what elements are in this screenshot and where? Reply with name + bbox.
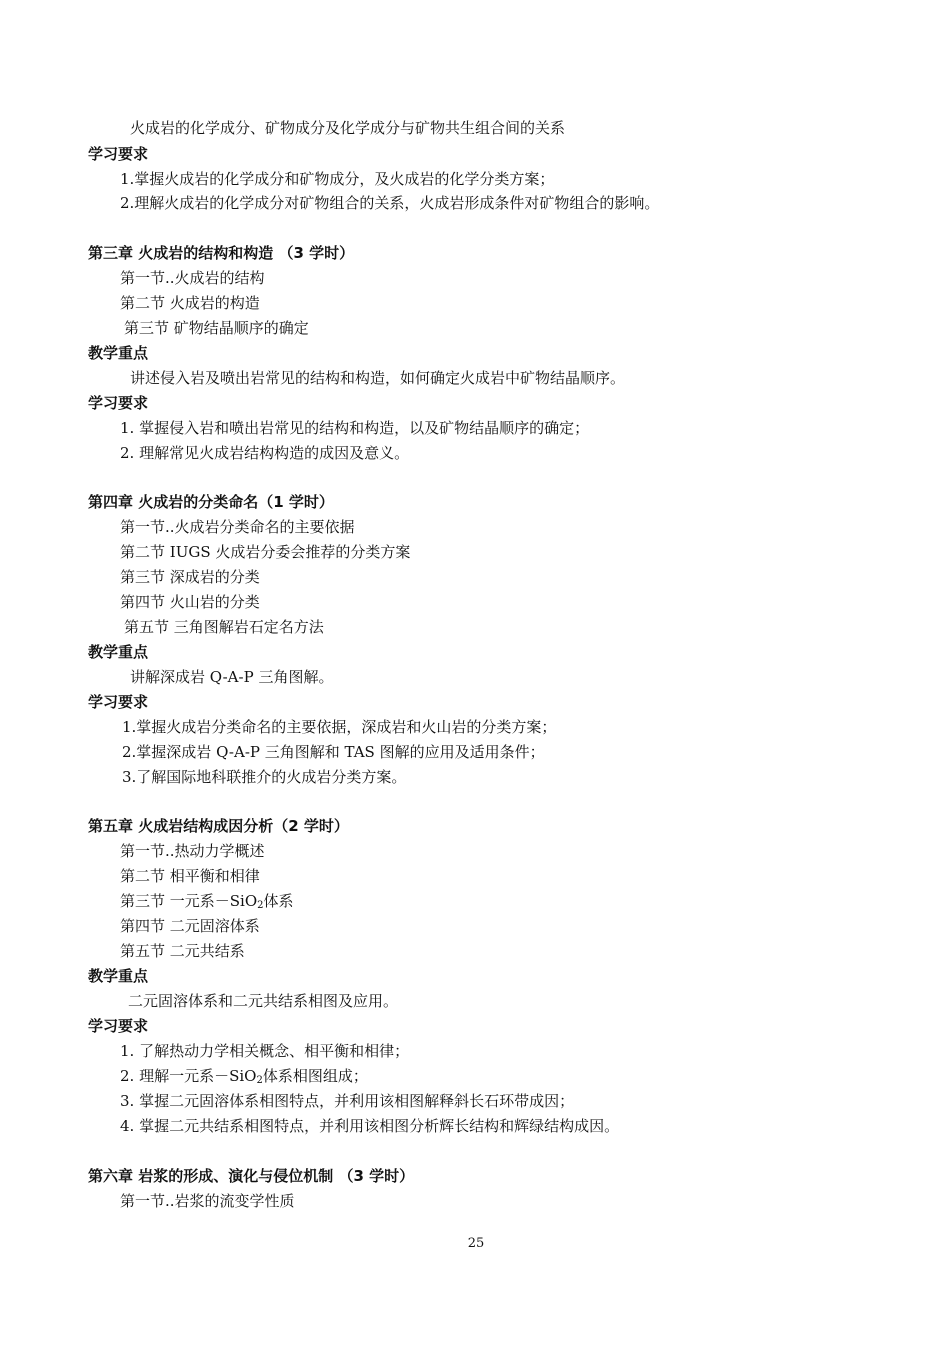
ch5-req-item-4: 4. 掌握二元共结系相图特点，并利用该相图分析辉长结构和辉绿结构成因。 [120,1117,620,1135]
ch4-focus-heading: 教学重点 [88,643,149,661]
intro-text: 火成岩的化学成分、矿物成分及化学成分与矿物共生组合间的关系 [130,119,566,137]
ch4-section-4: 第四节 火山岩的分类 [120,593,260,611]
ch5-section-3-prefix: 第三节 一元系－SiO [120,892,258,910]
ch4-section-5: 第五节 三角图解岩石定名方法 [124,618,324,636]
ch5-req-item-2-suffix: 体系相图组成； [262,1067,368,1085]
ch2-req-item-2: 2.理解火成岩的化学成分对矿物组合的关系，火成岩形成条件对矿物组合的影响。 [120,194,660,212]
ch3-req-item-1: 1. 掌握侵入岩和喷出岩常见的结构和构造，以及矿物结晶顺序的确定； [120,419,590,437]
ch3-req-heading: 学习要求 [88,394,149,412]
ch6-section-1: 第一节..岩浆的流变学性质 [120,1192,295,1210]
ch5-section-1: 第一节..热动力学概述 [120,842,265,860]
ch5-section-3-suffix: 体系 [263,892,294,910]
ch5-section-4: 第四节 二元固溶体系 [120,917,260,935]
ch3-focus-heading: 教学重点 [88,344,149,362]
ch5-title: 第五章 火成岩结构成因分析（2 学时） [88,817,349,835]
ch5-req-item-3: 3. 掌握二元固溶体系相图特点，并利用该相图解释斜长石环带成因； [120,1092,575,1110]
ch3-section-2: 第二节 火成岩的构造 [120,294,260,312]
page-number: 25 [467,1236,485,1251]
ch4-req-item-3: 3.了解国际地科联推介的火成岩分类方案。 [122,768,407,786]
ch5-req-item-2-prefix: 2. 理解一元系－SiO [120,1067,257,1085]
ch4-section-3: 第三节 深成岩的分类 [120,568,260,586]
ch3-title: 第三章 火成岩的结构和构造 （3 学时） [88,244,355,262]
ch4-req-heading: 学习要求 [88,693,149,711]
ch2-req-heading: 学习要求 [88,145,149,163]
ch3-req-item-2: 2. 理解常见火成岩结构构造的成因及意义。 [120,444,410,462]
ch6-title: 第六章 岩浆的形成、演化与侵位机制 （3 学时） [88,1167,415,1185]
ch5-focus-text: 二元固溶体系和二元共结系相图及应用。 [128,992,399,1010]
ch4-req-item-2: 2.掌握深成岩 Q-A-P 三角图解和 TAS 图解的应用及适用条件； [122,743,545,761]
ch5-req-item-2-subscript: 2 [256,1075,263,1086]
ch3-focus-text: 讲述侵入岩及喷出岩常见的结构和构造，如何确定火成岩中矿物结晶顺序。 [130,369,626,387]
ch3-section-3: 第三节 矿物结晶顺序的确定 [124,319,309,337]
ch5-focus-heading: 教学重点 [88,967,149,985]
ch5-section-3-subscript: 2 [257,900,264,911]
ch5-req-item-2 [120,1066,368,1086]
ch5-section-5: 第五节 二元共结系 [120,942,245,960]
ch4-title: 第四章 火成岩的分类命名（1 学时） [88,493,334,511]
ch5-section-3 [120,891,294,911]
ch4-req-item-1: 1.掌握火成岩分类命名的主要依据，深成岩和火山岩的分类方案； [122,718,557,736]
ch3-section-1: 第一节..火成岩的结构 [120,269,265,287]
ch5-section-2: 第二节 相平衡和相律 [120,867,260,885]
ch5-req-item-1: 1. 了解热动力学相关概念、相平衡和相律； [120,1042,410,1060]
ch2-req-item-1: 1.掌握火成岩的化学成分和矿物成分，及火成岩的化学分类方案； [120,170,555,188]
ch4-section-2: 第二节 IUGS 火成岩分委会推荐的分类方案 [120,543,411,561]
ch5-req-heading: 学习要求 [88,1017,149,1035]
ch4-section-1: 第一节..火成岩分类命名的主要依据 [120,518,355,536]
ch4-focus-text: 讲解深成岩 Q-A-P 三角图解。 [130,668,334,686]
